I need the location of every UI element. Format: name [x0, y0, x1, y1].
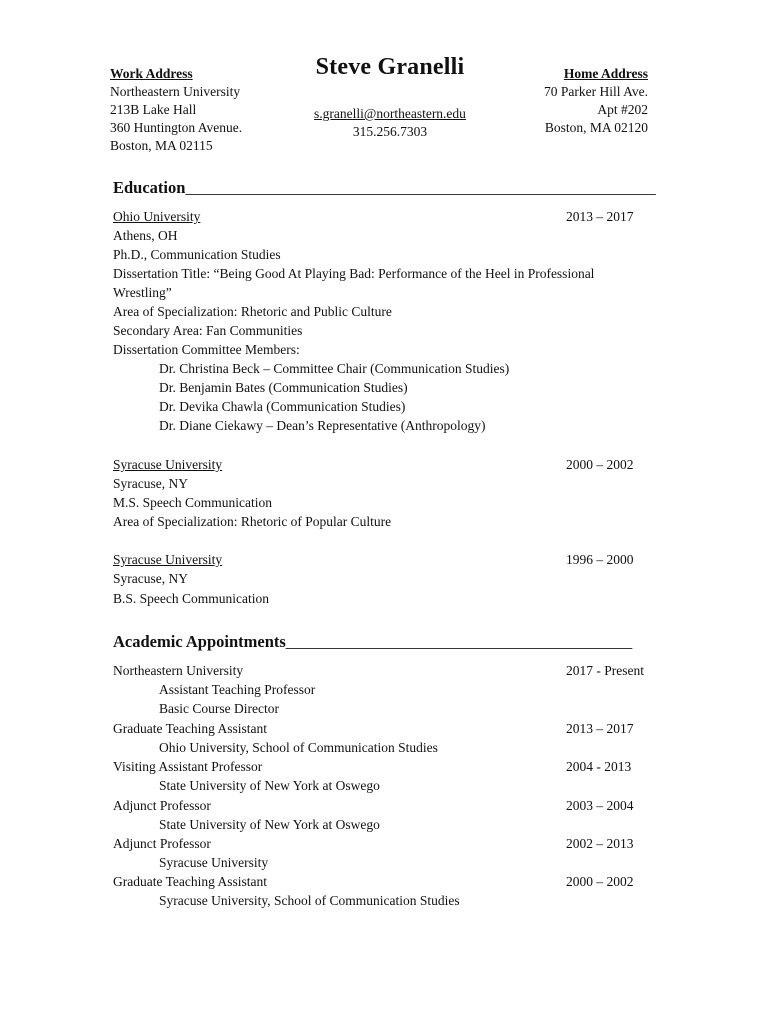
appointment-title: Adjunct Professor [113, 798, 211, 813]
education-dates: 1996 – 2000 [566, 552, 634, 567]
appointment-title: Visiting Assistant Professor [113, 759, 263, 774]
education-dates: 2000 – 2002 [566, 457, 634, 472]
education-location: Athens, OH [113, 228, 178, 243]
education-degree: M.S. Speech Communication [113, 495, 272, 510]
appointment-detail: Syracuse University [159, 855, 269, 870]
education-specialization: Area of Specialization: Rhetoric and Public Culture [113, 304, 392, 319]
home-address-line: Apt #202 [597, 102, 648, 117]
work-address-label: Work Address [110, 66, 193, 81]
appointment-detail: Syracuse University, School of Communication Studies [159, 893, 460, 908]
page-title: Steve Granelli [315, 54, 465, 80]
appointment-dates: 2004 - 2013 [566, 759, 632, 774]
education-secondary-area: Secondary Area: Fan Communities [113, 323, 303, 338]
home-address-label: Home Address [563, 66, 648, 81]
appointment-detail: Assistant Teaching Professor [159, 682, 316, 697]
appointment-title: Graduate Teaching Assistant [113, 721, 268, 736]
education-school: Syracuse University [113, 457, 223, 472]
committee-member: Dr. Christina Beck – Committee Chair (Communication Studies) [159, 361, 510, 376]
appointment-detail: Ohio University, School of Communication Studies [159, 740, 438, 755]
appointment-dates: 2003 – 2004 [566, 798, 634, 813]
education-school: Ohio University [113, 209, 201, 224]
committee-member: Dr. Diane Ciekawy – Dean’s Representative (Anthropology) [159, 418, 486, 433]
appointment-detail: Basic Course Director [159, 701, 279, 716]
appointment-dates: 2000 – 2002 [566, 874, 634, 889]
committee-member: Dr. Benjamin Bates (Communication Studies) [159, 380, 408, 395]
education-heading [113, 178, 656, 198]
email-link[interactable]: s.granelli@northeastern.edu [314, 106, 466, 121]
education-degree: B.S. Speech Communication [113, 591, 269, 606]
appointment-title: Adjunct Professor [113, 836, 211, 851]
education-degree: Ph.D., Communication Studies [113, 247, 281, 262]
education-heading-rule: _________________________________________________________ [185, 178, 656, 197]
education-location: Syracuse, NY [113, 571, 188, 586]
dissertation-title: Dissertation Title: “Being Good At Playing Bad: Performance of the Heel in Professional [113, 266, 595, 281]
appointment-detail: State University of New York at Oswego [159, 778, 380, 793]
appointments-heading-text: Academic Appointments [113, 632, 286, 651]
appointment-detail: State University of New York at Oswego [159, 817, 380, 832]
appointments-heading [113, 632, 632, 652]
committee-label: Dissertation Committee Members: [113, 342, 300, 357]
education-specialization: Area of Specialization: Rhetoric of Popular Culture [113, 514, 392, 529]
work-address-line: 360 Huntington Avenue. [110, 120, 243, 135]
home-address-line: Boston, MA 02120 [544, 120, 648, 135]
appointment-title: Northeastern University [113, 663, 244, 678]
appointment-dates: 2013 – 2017 [566, 721, 634, 736]
appointment-dates: 2017 - Present [566, 663, 644, 678]
home-address-line: 70 Parker Hill Ave. [544, 84, 648, 99]
appointment-dates: 2002 – 2013 [566, 836, 634, 851]
education-dates: 2013 – 2017 [566, 209, 634, 224]
education-location: Syracuse, NY [113, 476, 188, 491]
appointments-heading-rule: __________________________________________ [285, 632, 633, 651]
work-address-line: 213B Lake Hall [110, 102, 197, 117]
work-address-line: Boston, MA 02115 [110, 138, 213, 153]
education-heading-text: Education [113, 178, 186, 197]
phone-number: 315.256.7303 [352, 124, 428, 139]
education-school: Syracuse University [113, 552, 223, 567]
work-address-line: Northeastern University [110, 84, 241, 99]
committee-member: Dr. Devika Chawla (Communication Studies) [159, 399, 406, 414]
appointment-title: Graduate Teaching Assistant [113, 874, 268, 889]
dissertation-title-cont: Wrestling” [113, 285, 172, 300]
